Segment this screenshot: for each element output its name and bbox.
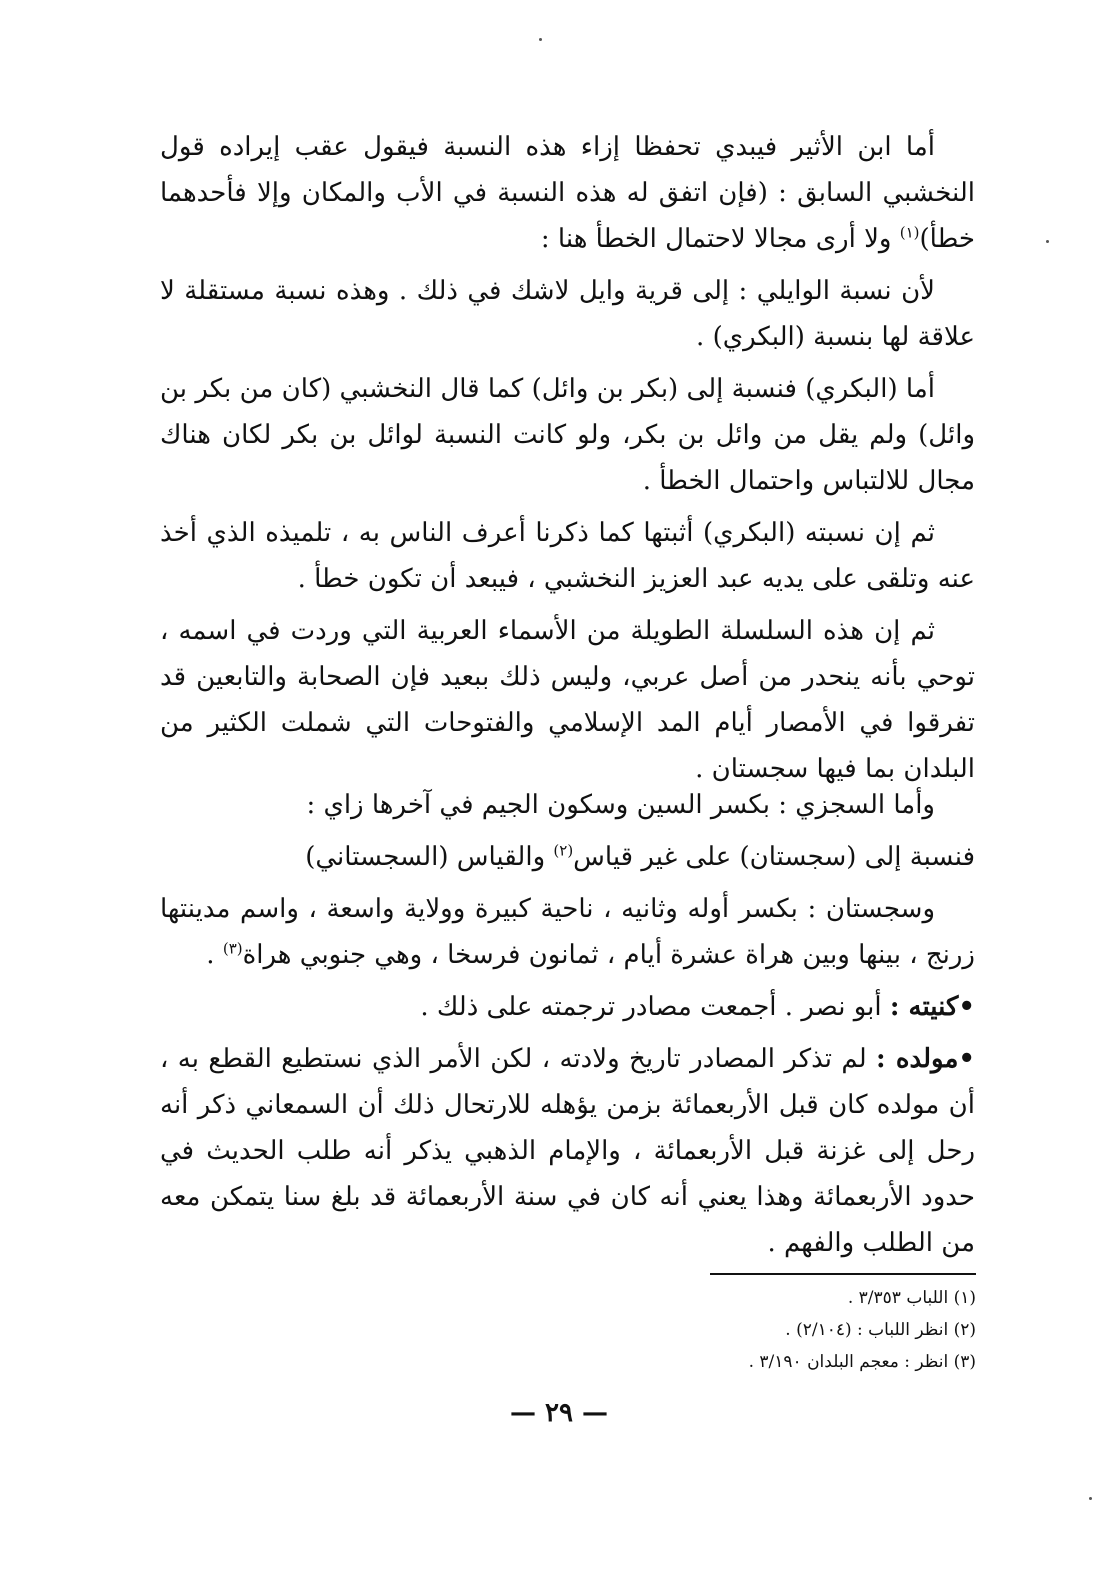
footnote-ref[interactable]: (١) [899, 223, 920, 242]
paragraph-ibn-athir [160, 124, 975, 262]
main-text [160, 124, 975, 798]
sijzi-section [160, 782, 975, 1272]
footnote-3: (٣) انظر : معجم البلدان ٣/١٩٠ . [748, 1352, 976, 1372]
paragraph-text: ولا أرى مجالا لاحتمال الخطأ هنا : [540, 224, 900, 254]
paragraph-text: فنسبة إلى (سجستان) على غير قياس [573, 842, 975, 872]
scan-speck [1046, 240, 1049, 243]
paragraph-nisbah: ثم إن نسبته (البكري) أثبتها كما ذكرنا أعرف الناس به ، تلميذه الذي أخذ عنه وتلقى على يديه عبد العزيز النخشبي ، فيبعد أن تكون خطأ . [160, 518, 975, 594]
footnote-ref[interactable]: (٢) [553, 841, 574, 860]
footnote-ref[interactable]: (٣) [222, 939, 243, 958]
kunya-heading: •كنيته : [889, 992, 975, 1022]
paragraph-arab-origin: ثم إن هذه السلسلة الطويلة من الأسماء العربية التي وردت في اسمه ، توحي بأنه ينحدر من أصل عربي، وليس ذلك ببعيد فإن الصحابة والتابعين قد تفرقوا في الأمصار أيام المد الإسلامي والفتوحات التي شملت الكثير من البلدان بما فيها سجستان . [160, 616, 975, 784]
footnote-1: (١) اللباب ٣/٣٥٣ . [847, 1288, 976, 1308]
sijzi-line-2 [160, 834, 975, 880]
paragraph-bakri: أما (البكري) فنسبة إلى (بكر بن وائل) كما قال النخشبي (كان من بكر بن وائل) ولم يقل من وائل بن بكر، ولو كانت النسبة لوائل بن بكر لكان هناك مجال للالتباس واحتمال الخطأ . [160, 374, 975, 496]
paragraph-sijistan [160, 886, 975, 978]
footnote-2: (٢) انظر اللباب : (٢/١٠٤) . [785, 1320, 976, 1340]
page-number: — ٢٩ — [509, 1398, 609, 1428]
scan-speck [1089, 1497, 1092, 1500]
sijzi-line-1: وأما السجزي : بكسر السين وسكون الجيم في آخرها زاي : [306, 790, 935, 820]
paragraph-text: . [206, 940, 223, 970]
footnotes [560, 1282, 976, 1378]
paragraph-text: لم تذكر المصادر تاريخ ولادته ، لكن الأمر الذي نستطيع القطع به ، أن مولده كان قبل الأربعمائة بزمن يؤهله للارتحال ذلك أن السمعاني ذكر أنه رحل إلى غزنة قبل الأربعمائة ، والإمام الذهبي يذكر أنه طلب الحديث في حدود الأربعمائة وهذا يعني أنه كان في سنة الأربعمائة قد بلغ سنا يتمكن معه من الطلب والفهم . [160, 1044, 975, 1258]
paragraph-text: أبو نصر . أجمعت مصادر ترجمته على ذلك . [420, 992, 890, 1022]
paragraph-kunya [160, 984, 975, 1030]
scan-speck [539, 38, 542, 41]
footnote-divider [710, 1273, 976, 1275]
birth-heading: •مولده : [876, 1044, 975, 1074]
paragraph-text: وسجستان : بكسر أوله وثانيه ، ناحية كبيرة وولاية واسعة ، واسم مدينتها زرنج ، بينها وبين هراة عشرة أيام ، ثمانون فرسخا ، وهي جنوبي هراة [160, 894, 975, 970]
paragraph-wayili: لأن نسبة الوايلي : إلى قرية وايل لاشك في ذلك . وهذه نسبة مستقلة لا علاقة لها بنسبة (البكري) . [160, 276, 975, 352]
paragraph-text: والقياس (السجستاني) [305, 842, 554, 872]
paragraph-text: أما ابن الأثير فيبدي تحفظا إزاء هذه النسبة فيقول عقب إيراده قول النخشبي السابق : (فإن اتفق له هذه النسبة في الأب والمكان وإلا فأحدهما خطأ) [160, 132, 975, 254]
paragraph-birth [160, 1036, 975, 1266]
